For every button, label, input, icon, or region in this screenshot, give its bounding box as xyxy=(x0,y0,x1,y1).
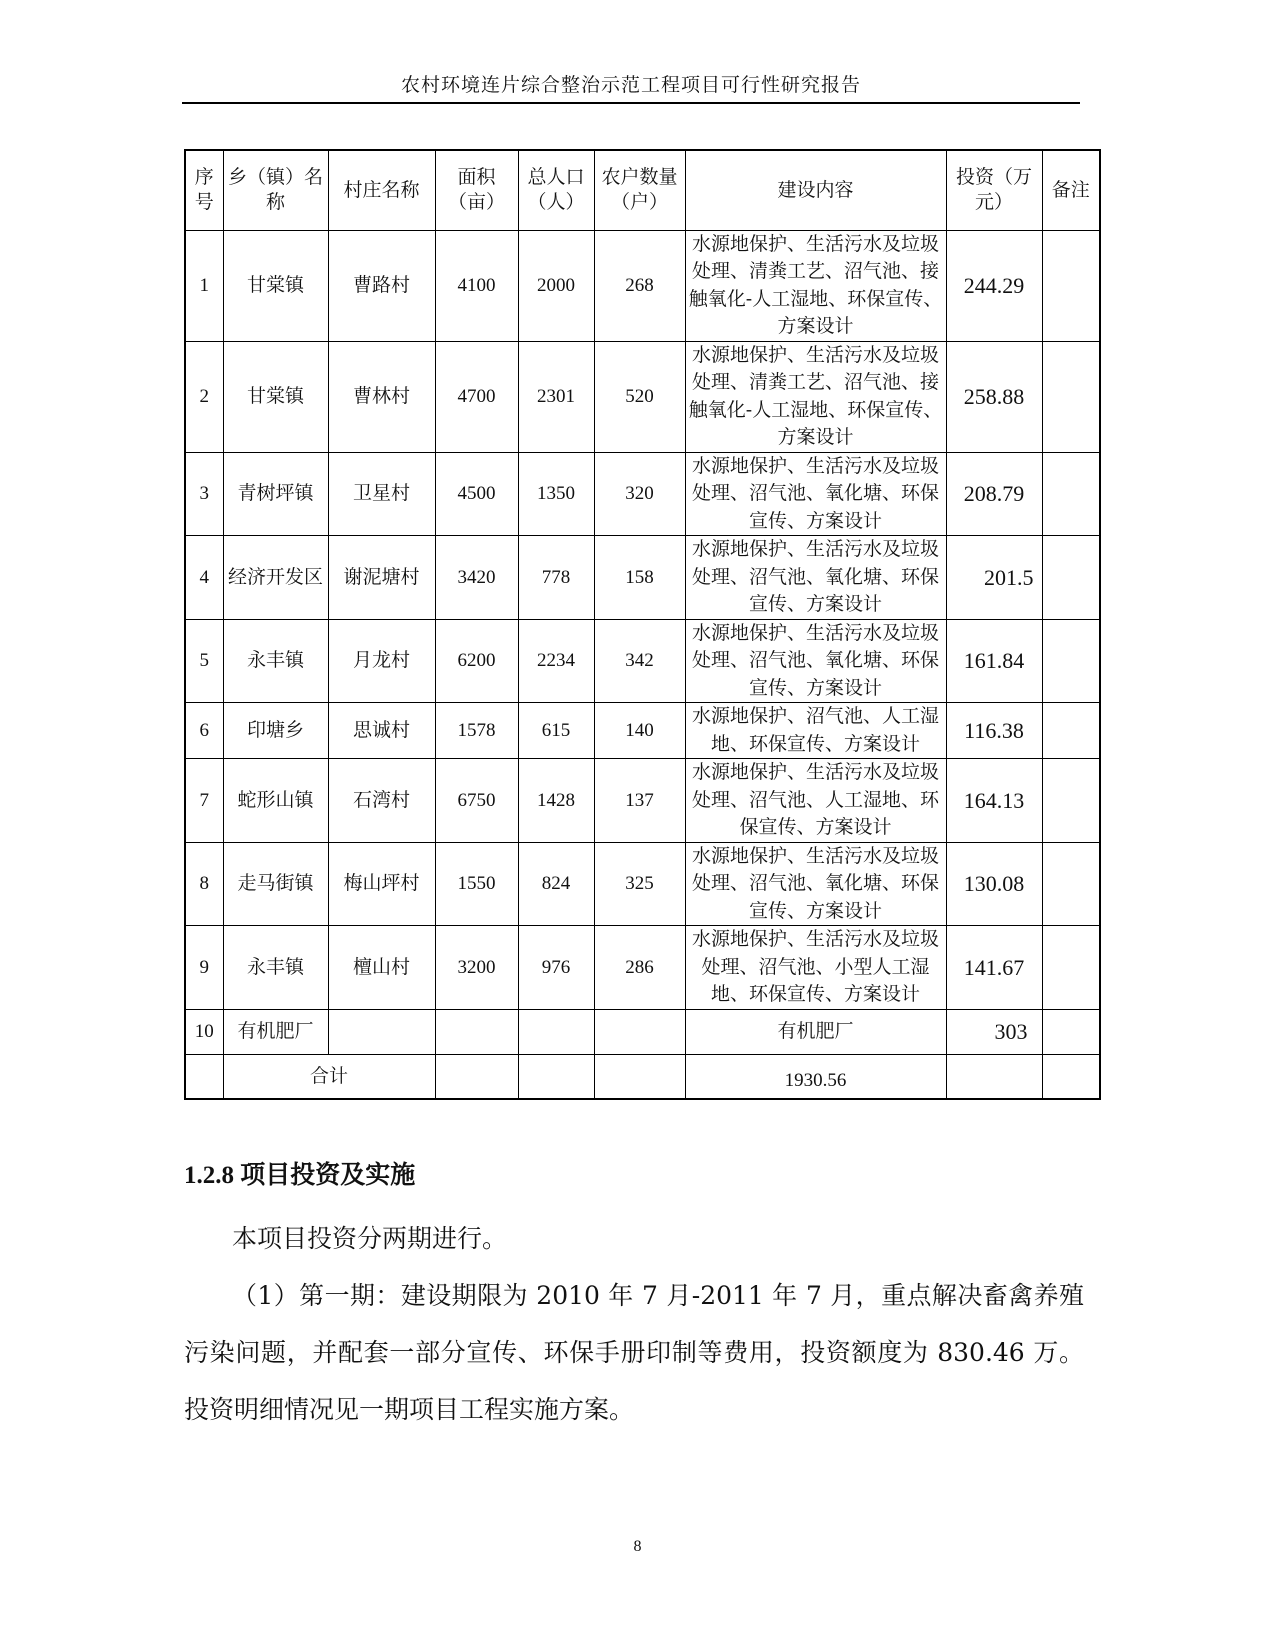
cell-content: 有机肥厂 xyxy=(685,1009,946,1054)
cell-town: 有机肥厂 xyxy=(223,1009,328,1054)
col-header-population: 总人口（人） xyxy=(518,150,594,230)
cell-content: 水源地保护、生活污水及垃圾处理、清粪工艺、沼气池、接触氧化-人工湿地、环保宣传、方案设计 xyxy=(685,230,946,341)
paragraph: （1）第一期：建设期限为 2010 年 7 月-2011 年 7 月，重点解决畜禽养殖污染问题，并配套一部分宣传、环保手册印制等费用，投资额度为 830.46 万。投资明细情况见一期项目工程实施方案。 xyxy=(184,1281,1084,1424)
cell-village: 曹路村 xyxy=(328,230,435,341)
cell-households: 137 xyxy=(594,759,685,843)
cell-town: 印塘乡 xyxy=(223,703,328,759)
cell-investment: 161.84 xyxy=(946,619,1042,703)
cell-seq: 4 xyxy=(185,536,223,620)
cell-population xyxy=(518,1009,594,1054)
cell-village: 思诚村 xyxy=(328,703,435,759)
document-header: 农村环境连片综合整治示范工程项目可行性研究报告 xyxy=(400,74,861,96)
cell-seq: 2 xyxy=(185,341,223,452)
cell-households: 520 xyxy=(594,341,685,452)
table-row xyxy=(185,619,1100,703)
cell-note xyxy=(1042,1009,1100,1054)
total-value: 1930.56 xyxy=(685,1054,946,1099)
cell-area: 3200 xyxy=(435,926,518,1010)
table-total-row xyxy=(185,1054,1100,1099)
cell-town: 甘棠镇 xyxy=(223,341,328,452)
cell-note xyxy=(1042,926,1100,1010)
cell-population: 976 xyxy=(518,926,594,1010)
cell-town: 永丰镇 xyxy=(223,926,328,1010)
cell-population: 778 xyxy=(518,536,594,620)
page-number: 8 xyxy=(633,1538,642,1555)
cell-content: 水源地保护、生活污水及垃圾处理、沼气池、小型人工湿地、环保宣传、方案设计 xyxy=(685,926,946,1010)
investment-table xyxy=(184,149,1101,1100)
cell-area: 4100 xyxy=(435,230,518,341)
table-header-row xyxy=(185,150,1100,230)
cell-households: 268 xyxy=(594,230,685,341)
cell-households: 325 xyxy=(594,842,685,926)
header-rule xyxy=(182,102,1080,104)
cell-households: 320 xyxy=(594,452,685,536)
col-header-area: 面积（亩） xyxy=(435,150,518,230)
cell-note xyxy=(1042,536,1100,620)
cell-note xyxy=(1042,759,1100,843)
cell-content: 水源地保护、生活污水及垃圾处理、沼气池、氧化塘、环保宣传、方案设计 xyxy=(685,452,946,536)
cell-area: 1578 xyxy=(435,703,518,759)
cell-content: 水源地保护、生活污水及垃圾处理、沼气池、氧化塘、环保宣传、方案设计 xyxy=(685,536,946,620)
cell-town: 经济开发区 xyxy=(223,536,328,620)
table-row xyxy=(185,1009,1100,1054)
cell-area: 3420 xyxy=(435,536,518,620)
cell-note xyxy=(1042,703,1100,759)
cell-village: 卫星村 xyxy=(328,452,435,536)
cell-population: 2000 xyxy=(518,230,594,341)
cell-note xyxy=(1042,341,1100,452)
cell-seq: 7 xyxy=(185,759,223,843)
cell-town: 蛇形山镇 xyxy=(223,759,328,843)
paragraph: 本项目投资分两期进行。 xyxy=(232,1224,508,1253)
cell-content: 水源地保护、生活污水及垃圾处理、沼气池、氧化塘、环保宣传、方案设计 xyxy=(685,619,946,703)
table-row xyxy=(185,926,1100,1010)
cell-investment: 258.88 xyxy=(946,341,1042,452)
section-heading: 1.2.8 项目投资及实施 xyxy=(184,1162,416,1189)
cell-investment: 244.29 xyxy=(946,230,1042,341)
cell-content: 水源地保护、生活污水及垃圾处理、清粪工艺、沼气池、接触氧化-人工湿地、环保宣传、方案设计 xyxy=(685,341,946,452)
table-row xyxy=(185,536,1100,620)
cell-investment: 141.67 xyxy=(946,926,1042,1010)
cell-village: 梅山坪村 xyxy=(328,842,435,926)
col-header-investment: 投资（万元） xyxy=(946,150,1042,230)
table-row xyxy=(185,341,1100,452)
cell-town: 走马街镇 xyxy=(223,842,328,926)
cell-village xyxy=(328,1009,435,1054)
cell-content: 水源地保护、生活污水及垃圾处理、沼气池、人工湿地、环保宣传、方案设计 xyxy=(685,759,946,843)
cell-note xyxy=(1042,230,1100,341)
table-row xyxy=(185,703,1100,759)
cell-area: 6750 xyxy=(435,759,518,843)
cell-note xyxy=(1042,619,1100,703)
cell-population: 2234 xyxy=(518,619,594,703)
col-header-content: 建设内容 xyxy=(685,150,946,230)
cell-population: 2301 xyxy=(518,341,594,452)
cell-seq: 5 xyxy=(185,619,223,703)
cell-area: 6200 xyxy=(435,619,518,703)
col-header-seq: 序号 xyxy=(185,150,223,230)
cell-investment: 303 xyxy=(946,1009,1042,1054)
cell-households xyxy=(594,1009,685,1054)
cell-town: 青树坪镇 xyxy=(223,452,328,536)
cell-area: 1550 xyxy=(435,842,518,926)
cell-households: 342 xyxy=(594,619,685,703)
cell-households: 158 xyxy=(594,536,685,620)
cell-town: 甘棠镇 xyxy=(223,230,328,341)
cell-seq: 1 xyxy=(185,230,223,341)
cell-village: 月龙村 xyxy=(328,619,435,703)
cell-seq: 10 xyxy=(185,1009,223,1054)
cell-village: 谢泥塘村 xyxy=(328,536,435,620)
cell-note xyxy=(1042,842,1100,926)
cell-population: 824 xyxy=(518,842,594,926)
cell-investment: 116.38 xyxy=(946,703,1042,759)
col-header-households: 农户数量（户） xyxy=(594,150,685,230)
cell-content: 水源地保护、沼气池、人工湿地、环保宣传、方案设计 xyxy=(685,703,946,759)
cell-population: 615 xyxy=(518,703,594,759)
cell-seq: 9 xyxy=(185,926,223,1010)
cell-village: 曹林村 xyxy=(328,341,435,452)
cell-area: 4700 xyxy=(435,341,518,452)
cell-population: 1350 xyxy=(518,452,594,536)
cell-seq: 8 xyxy=(185,842,223,926)
cell-note xyxy=(1042,452,1100,536)
cell-village: 檀山村 xyxy=(328,926,435,1010)
total-label: 合计 xyxy=(223,1054,435,1099)
col-header-town: 乡（镇）名称 xyxy=(223,150,328,230)
cell-seq: 6 xyxy=(185,703,223,759)
cell-area: 4500 xyxy=(435,452,518,536)
cell-households: 286 xyxy=(594,926,685,1010)
col-header-note: 备注 xyxy=(1042,150,1100,230)
cell-investment: 201.5 xyxy=(946,536,1042,620)
cell-area xyxy=(435,1009,518,1054)
cell-content: 水源地保护、生活污水及垃圾处理、沼气池、氧化塘、环保宣传、方案设计 xyxy=(685,842,946,926)
cell-seq: 3 xyxy=(185,452,223,536)
cell-population: 1428 xyxy=(518,759,594,843)
cell-investment: 130.08 xyxy=(946,842,1042,926)
cell-investment: 208.79 xyxy=(946,452,1042,536)
table-row xyxy=(185,230,1100,341)
cell-households: 140 xyxy=(594,703,685,759)
table-row xyxy=(185,842,1100,926)
cell-investment: 164.13 xyxy=(946,759,1042,843)
cell-town: 永丰镇 xyxy=(223,619,328,703)
table-row xyxy=(185,759,1100,843)
col-header-village: 村庄名称 xyxy=(328,150,435,230)
table-row xyxy=(185,452,1100,536)
cell-village: 石湾村 xyxy=(328,759,435,843)
